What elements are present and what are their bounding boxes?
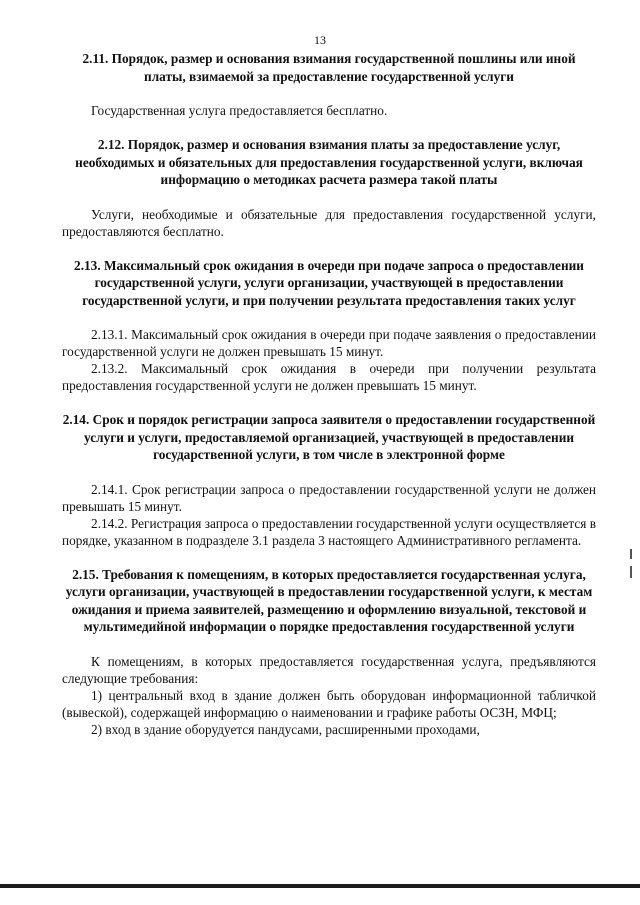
scan-margin-mark bbox=[630, 566, 632, 578]
section-paragraph: 1) центральный вход в здание должен быть оборудован информационной табличкой (вывеской), содержащей информацию о наименовании и графике работы ОСЗН, МФЦ; bbox=[62, 687, 596, 720]
section-heading: 2.12. Порядок, размер и основания взимания платы за предоставление услуг, необходимых и обязательных для предоставления государственной услуги, включая информацию о методиках расчета размера такой платы bbox=[75, 137, 583, 187]
section-paragraph: 2) вход в здание оборудуется пандусами, расширенными проходами, bbox=[91, 721, 480, 737]
section-2-12 bbox=[62, 136, 596, 257]
section-heading: 2.11. Порядок, размер и основания взимания государственной пошлины или иной платы, взимаемой за предоставление государственной услуги bbox=[82, 51, 576, 84]
page-number: 13 bbox=[314, 33, 326, 47]
section-2-11 bbox=[62, 50, 596, 136]
section-paragraph: Услуги, необходимые и обязательные для предоставления государственной услуги, предоставляются бесплатно. bbox=[62, 206, 596, 239]
section-paragraph: 2.13.2. Максимальный срок ожидания в очереди при получении результата предоставления государственной услуги не должен превышать 15 минут. bbox=[62, 361, 596, 393]
section-paragraph: Государственная услуга предоставляется бесплатно. bbox=[91, 103, 388, 118]
scan-margin-mark bbox=[630, 549, 632, 559]
section-2-14 bbox=[62, 411, 596, 566]
section-heading: 2.14. Срок и порядок регистрации запроса заявителя о предоставлении государственной услуги и услуги, предоставляемой организацией, участвующей в предоставлении государственной услуги, в том числе в электронной форме bbox=[62, 412, 596, 462]
document-body bbox=[62, 50, 596, 738]
section-2-15 bbox=[62, 566, 596, 738]
section-paragraph: К помещениям, в которых предоставляется государственная услуга, предъявляются следующие требования: bbox=[62, 653, 596, 686]
section-paragraph: 2.14.2. Регистрация запроса о предоставлении государственной услуги осуществляется в порядке, указанном в подразделе 3.1 раздела 3 настоящего Административного регламента. bbox=[62, 515, 596, 548]
section-heading: 2.15. Требования к помещениям, в которых предоставляется государственная услуга, услуги организации, участвующей в предоставлении государственной услуги, к местам ожидания и приема заявителей, размещению и оформлению визуальной, текстовой и мультимедийной информации о порядке предоставления государственной услуги bbox=[65, 566, 593, 634]
section-paragraph: 2.14.1. Срок регистрации запроса о предоставлении государственной услуги не должен превышать 15 минут. bbox=[62, 481, 596, 514]
section-heading: 2.13. Максимальный срок ожидания в очереди при подаче запроса о предоставлении государственной услуги, услуги организации, участвующей в предоставлении государственной услуги, и при получении результата предоставления таких услуг bbox=[74, 257, 584, 308]
section-2-13 bbox=[62, 257, 596, 412]
section-paragraph: 2.13.1. Максимальный срок ожидания в очереди при подаче заявления о предоставлении государственной услуги не должен превышать 15 минут. bbox=[62, 327, 596, 359]
scan-edge-line bbox=[0, 884, 640, 888]
